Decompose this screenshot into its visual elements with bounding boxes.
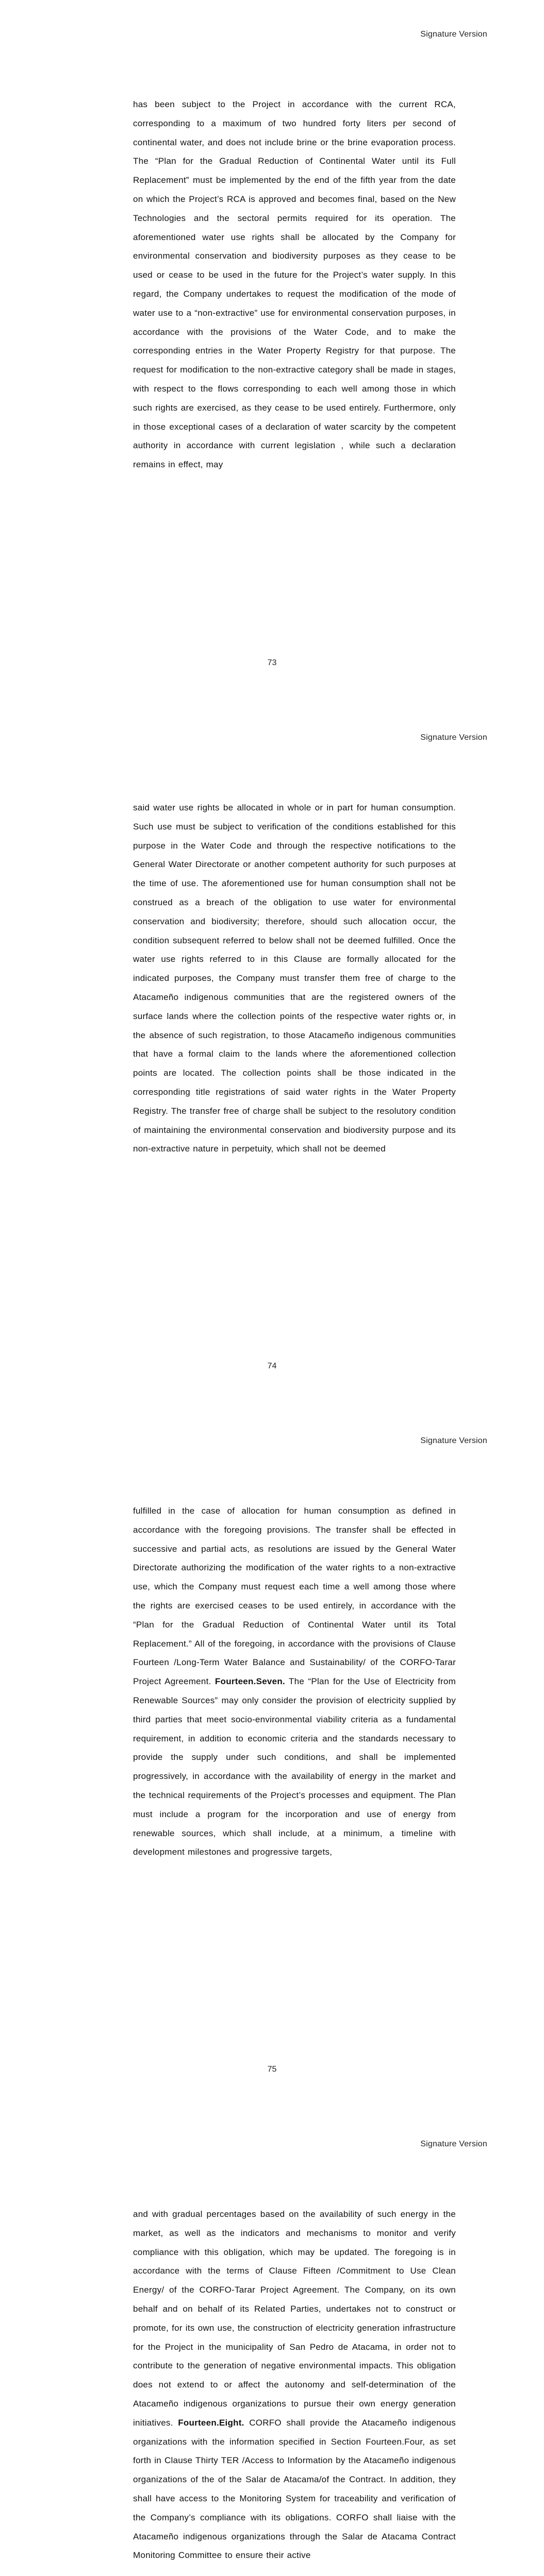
page-body-paragraph [133, 95, 456, 474]
body-text: has been subject to the Project in accordance with the current RCA, corresponding to a maximum of two hundred forty liters per second of continental water, and does not include brine or the brine evaporation process. The “Plan for the Gradual Reduction of Continental Water until its Full Replacement” must be implemented by the end of the fifth year from the date on which the Project’s RCA is approved and becomes final, based on the New Technologies and the sectoral permits required for its operation. The aforementioned water use rights shall be allocated by the Company for environmental conservation and biodiversity purposes as they cease to be used or cease to be used in the future for the Project’s water supply. In this regard, the Company undertakes to request the modification of the mode of water use to a “non-extractive” use for environmental conservation purposes, in accordance with the provisions of the Water Code, and to make the corresponding entries in the Water Property Registry for that purpose. The request for modification to the non-extractive category shall be made in stages, with respect to the flows corresponding to each well among those in which such rights are exercised, as they cease to be used entirely. Furthermore, only in those exceptional cases of a declaration of water scarcity by the competent authority in accordance with current legislation , while such a declaration remains in effect, may [133, 99, 456, 470]
section-heading: Fourteen.Eight. [178, 2417, 244, 2428]
page [0, 2110, 544, 2576]
page-number: 74 [267, 1362, 277, 1370]
page-header: Signature Version [420, 2140, 487, 2148]
body-text: said water use rights be allocated in whole or in part for human consumption. Such use must be subject to verification of the conditions established for this purpose in the Water Code and through the respective notifications to the General Water Directorate or another competent authority for such purposes at the time of use. The aforementioned use for human consumption shall not be construed as a breach of the obligation to use water for environmental conservation and biodiversity; therefore, should such allocation occur, the condition subsequent referred to below shall not be deemed fulfilled. Once the water use rights referred to in this Clause are formally allocated for the indicated purposes, the Company must transfer them free of charge to the Atacameño indigenous communities that are the registered owners of the surface lands where the collection points of the respective water rights or, in the absence of such registration, to those Atacameño indigenous communities that have a formal claim to the lands where the aforementioned collection points are located. The collection points shall be those indicated in the corresponding title registrations of said water rights in the Water Property Registry. The transfer free of charge shall be subject to the resolutory condition of maintaining the environmental conservation and biodiversity purpose and its non-extractive nature in perpetuity, which shall not be deemed [133, 803, 456, 1154]
page-header: Signature Version [420, 733, 487, 742]
page-body-paragraph [133, 1502, 456, 1862]
page-body-paragraph [133, 2205, 456, 2565]
body-text: fulfilled in the case of allocation for human consumption as defined in accordance with the foregoing provisions. The transfer shall be effected in successive and partial acts, as resolutions are issued by the General Water Directorate authorizing the modification of the water rights to a non-extractive use, which the Company must request each time a well among those where the rights are exercised ceases to be used entirely, in accordance with the “Plan for the Gradual Reduction of Continental Water until its Total Replacement.” All of the foregoing, in accordance with the provisions of Clause Fourteen /Long-Term Water Balance and Sustainability/ of the CORFO-Tarar Project Agreement. [133, 1506, 456, 1687]
body-text: and with gradual percentages based on the availability of such energy in the market, as well as the indicators and mechanisms to monitor and verify compliance with this obligation, which may be updated. The foregoing is in accordance with the terms of Clause Fifteen /Commitment to Use Clean Energy/ of the CORFO-Tarar Project Agreement. The Company, on its own behalf and on behalf of its Related Parties, undertakes not to construct or promote, for its own use, the construction of electricity generation infrastructure for the Project in the municipality of San Pedro de Atacama, in order not to contribute to the generation of negative environmental impacts. This obligation does not extend to or affect the autonomy and self-determination of the Atacameño indigenous organizations to pursue their own energy generation initiatives. [133, 2209, 456, 2428]
body-text: The “Plan for the Use of Electricity from Renewable Sources” may only consider the provision of electricity supplied by third parties that meet socio-environmental viability criteria as a fundamental requirement, in addition to economic criteria and the standards necessary to provide the supply under such conditions, and shall be implemented progressively, in accordance with the availability of energy in the market and the technical requirements of the Project’s processes and equipment. The Plan must include a program for the incorporation and use of energy from renewable sources, which shall include, at a minimum, a timeline with development milestones and progressive targets, [133, 1676, 456, 1857]
body-text: CORFO shall provide the Atacameño indigenous organizations with the information specified in Section Fourteen.Four, as set forth in Clause Thirty TER /Access to Information by the Atacameño indigenous organizations of the of the Salar de Atacama/of the Contract. In addition, they shall have access to the Monitoring System for traceability and verification of the Company’s compliance with its obligations. CORFO shall liaise with the Atacameño indigenous organizations through the Salar de Atacama Contract Monitoring Committee to ensure their active [133, 2417, 456, 2561]
section-heading: Fourteen.Seven. [215, 1676, 285, 1687]
page-body-paragraph [133, 799, 456, 1159]
page [0, 0, 544, 703]
page-header: Signature Version [420, 1436, 487, 1445]
page-number: 75 [267, 2065, 277, 2074]
page [0, 1406, 544, 2110]
page-number: 73 [267, 658, 277, 667]
page [0, 703, 544, 1406]
page-header: Signature Version [420, 30, 487, 39]
